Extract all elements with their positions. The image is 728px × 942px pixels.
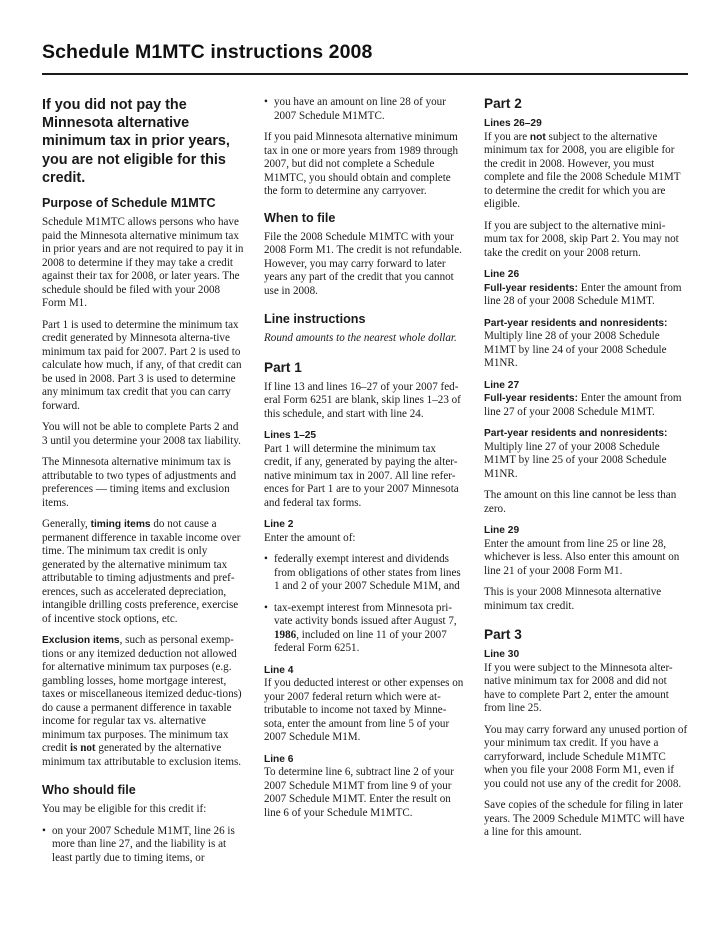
text-run: , included on line 11 of your 2007 federal Form 6251. [274, 628, 447, 654]
part-year-label: Part-year residents and nonresidents: [484, 317, 668, 329]
who-should-file-paragraph: You may be eligible for this credit if: [42, 803, 207, 816]
text-run: , such as personal exemp-tions or any itemized deduction not allowed for alternative minimum tax purposes (e.g. gambling losses, home mortgage interest, taxes or miscellaneous itemized deduc-tions) do cause a permanent difference in taxable income for regular tax vs. alternative minimum tax purposes. The minimum tax credit [42, 634, 242, 755]
text-run: If you are [484, 130, 530, 143]
lines-26-29-heading: Lines 26–29 [484, 118, 542, 129]
year-emphasis: 1986 [274, 628, 297, 641]
line-26-part-year-block [484, 317, 688, 371]
line-2-bullet-1: • federally exempt interest and dividends from obligations of other states from lines 1 and 2 of your 2007 Schedule M1M, and [264, 553, 466, 594]
line-2-block [264, 518, 466, 545]
part-year-label: Part-year residents and nonresidents: [484, 428, 668, 439]
line-6-heading: Line 6 [264, 753, 294, 765]
rounding-note: Round amounts to the nearest whole dollar. [264, 332, 457, 344]
line-2-bullet-2 [264, 602, 466, 656]
lines-1-25-text: Part 1 will determine the minimum tax credit, if any, generated by paying the alter-native minimum tax in 2007. All line refer-ences for Part 1 are to your 2007 Minnesota and federal tax forms. [264, 442, 459, 509]
timing-items-term: timing items [90, 519, 151, 531]
line-29-block [484, 524, 688, 578]
line-2-heading: Line 2 [264, 519, 294, 530]
line-30-block [484, 648, 688, 716]
when-to-file-heading: When to file [264, 210, 336, 225]
text-run: generated by the alternative minimum tax attributable to exclusion items. [42, 742, 242, 768]
when-to-file-paragraph: File the 2008 Schedule M1MTC with your 2008 Form M1. The credit is not refundable. However, you may carry forward to later years any part of the credit that you cannot use in 2008. [264, 230, 462, 297]
who-should-file-heading: Who should file [42, 783, 136, 798]
line-6-text: To determine line 6, subtract line 2 of your 2007 Schedule M1MT from line 9 of your 2007 Schedule M1MT. Enter the result on line 6 of your Schedule M1MTC. [264, 766, 454, 819]
eligibility-bullet-2: • you have an amount on line 28 of your 2007 Schedule M1MTC. [264, 96, 466, 123]
column-1 [42, 96, 246, 873]
purpose-paragraph-4: The Minnesota alternative minimum tax is attributable to two types of adjustments and preferences — timing items and exclusion items. [42, 456, 237, 509]
text-run: Enter the amount from line 27 of your 2008 Schedule M1MT. [484, 392, 682, 418]
purpose-paragraph-2: Part 1 is used to determine the minimum tax credit generated by Minnesota alterna-tive minimum tax paid for 2007. Part 2 is used to calculate how much, if any, of that credit can be used in 2008. Part 3 is used to determine any minimum tax credit that you can carry forward. [42, 318, 242, 412]
line-27-note: The amount on this line cannot be less than zero. [484, 489, 677, 515]
line-30-heading: Line 30 [484, 649, 520, 660]
line-29-paragraph-2: This is your 2008 Minnesota alternative minimum tax credit. [484, 586, 662, 612]
line-2-text: Enter the amount of: [264, 531, 356, 544]
line-4-heading: Line 4 [264, 664, 294, 676]
text-run: do not cause a permanent difference in taxable income over time. The minimum tax credit is only generated by the alternative minimum tax attributable to timing adjustments and pref-erences, such as accelerated depreciation, intangible drilling costs preference, exercise of incentive stock options, etc. [42, 518, 241, 625]
text-run: subject to the alternative minimum tax for 2008, you are eligible for the credit in 2008. However, you must complete and file the 2008 Schedule M1MT to determine the credit for which you are eligible. [484, 130, 681, 210]
text-run: Multiply line 27 of your 2008 Schedule M1MT by line 25 of your 2008 Schedule M1NR. [484, 440, 667, 480]
line-4-text: If you deducted interest or other expenses on your 2007 federal return which were at-tributable to income not taxed by Minne-sota, enter the amount from line 5 of your 2007 Schedule M1M. [264, 677, 464, 743]
line-26-block [484, 268, 688, 309]
intro-heading: If you did not pay the Minnesota alternative minimum tax in prior years, you are not eligible for this credit. [42, 97, 230, 186]
exclusion-items-paragraph [42, 634, 246, 769]
line-27-heading: Line 27 [484, 379, 520, 391]
text-run: Multiply line 28 of your 2008 Schedule M1MT by line 24 of your 2008 Schedule M1NR. [484, 330, 667, 369]
purpose-heading: Purpose of Schedule M1MTC [42, 196, 216, 211]
lines-26-29-paragraph-2: If you are subject to the alternative mini-mum tax for 2008, skip Part 2. You may not take the credit on your 2008 return. [484, 219, 679, 259]
line-instructions-heading: Line instructions [264, 312, 366, 326]
part-2-heading: Part 2 [484, 96, 522, 111]
column-3 [484, 96, 688, 848]
text-run: Generally, [42, 518, 91, 531]
line-29-text: Enter the amount from line 25 or line 28, whichever is less. Also enter this amount on line 21 of your 2008 Form M1. [484, 537, 680, 577]
full-year-label: Full-year residents: [484, 282, 578, 294]
line-6-block [264, 753, 466, 821]
lines-1-25-heading: Lines 1–25 [264, 430, 317, 441]
full-year-label: Full-year residents: [484, 393, 578, 404]
line-26-heading: Line 26 [484, 269, 520, 280]
line-29-heading: Line 29 [484, 525, 520, 536]
text-run: Enter the amount from line 28 of your 2008 Schedule M1MT. [484, 281, 682, 307]
purpose-paragraph-3: You will not be able to complete Parts 2 and 3 until you determine your 2008 tax liability. [42, 421, 241, 447]
purpose-paragraph-1: Schedule M1MTC allows persons who have paid the Minnesota alternative minimum tax in prior years and are not required to pay it in 2008 to determine if they may take a credit against their tax for 2008, or later years. The schedule should be filed with your 2008 Form M1. [42, 216, 244, 310]
line-27-part-year-block [484, 427, 688, 481]
line-30-paragraph-3: Save copies of the schedule for filing in later years. The 2009 Schedule M1MTC will have a line for this amount. [484, 799, 685, 838]
title-rule [42, 73, 688, 75]
part-1-heading: Part 1 [264, 359, 302, 375]
text-run: tax-exempt interest from Minnesota pri-vate activity bonds issued after August 7, [274, 601, 457, 627]
exclusion-items-term: Exclusion items [42, 635, 120, 647]
lines-1-25-block [264, 429, 466, 510]
carryover-paragraph: If you paid Minnesota alternative minimum tax in one or more years from 1989 through 2007, but did not complete a Schedule M1MTC, you should obtain and complete the form to determine any carryover. [264, 131, 459, 197]
line-30-text: If you were subject to the Minnesota alter-native minimum tax for 2008 and did not have to complete Part 2, enter the amount from line 25. [484, 661, 673, 714]
is-not-emphasis: is not [70, 742, 96, 755]
timing-items-paragraph [42, 518, 246, 626]
column-2 [264, 96, 466, 828]
part-3-heading: Part 3 [484, 627, 522, 642]
part-1-paragraph: If line 13 and lines 16–27 of your 2007 fed-eral Form 6251 are blank, skip lines 1–23 of this schedule, and start with line 24. [264, 380, 461, 420]
eligibility-bullet-1: • on your 2007 Schedule M1MT, line 26 is more than line 27, and the liability is at least partly due to timing items, or [42, 825, 246, 866]
line-30-paragraph-2: You may carry forward any unused portion of your minimum tax credit. If you have a carryforward, include Schedule M1MTC when you file your 2008 Form M1, even if you could not use any of the credit for 2008. [484, 723, 688, 790]
page-title: Schedule M1MTC instructions 2008 [42, 41, 373, 63]
line-27-block [484, 379, 688, 420]
not-emphasis: not [529, 131, 546, 143]
line-4-block [264, 664, 466, 745]
lines-26-29-block [484, 117, 688, 212]
